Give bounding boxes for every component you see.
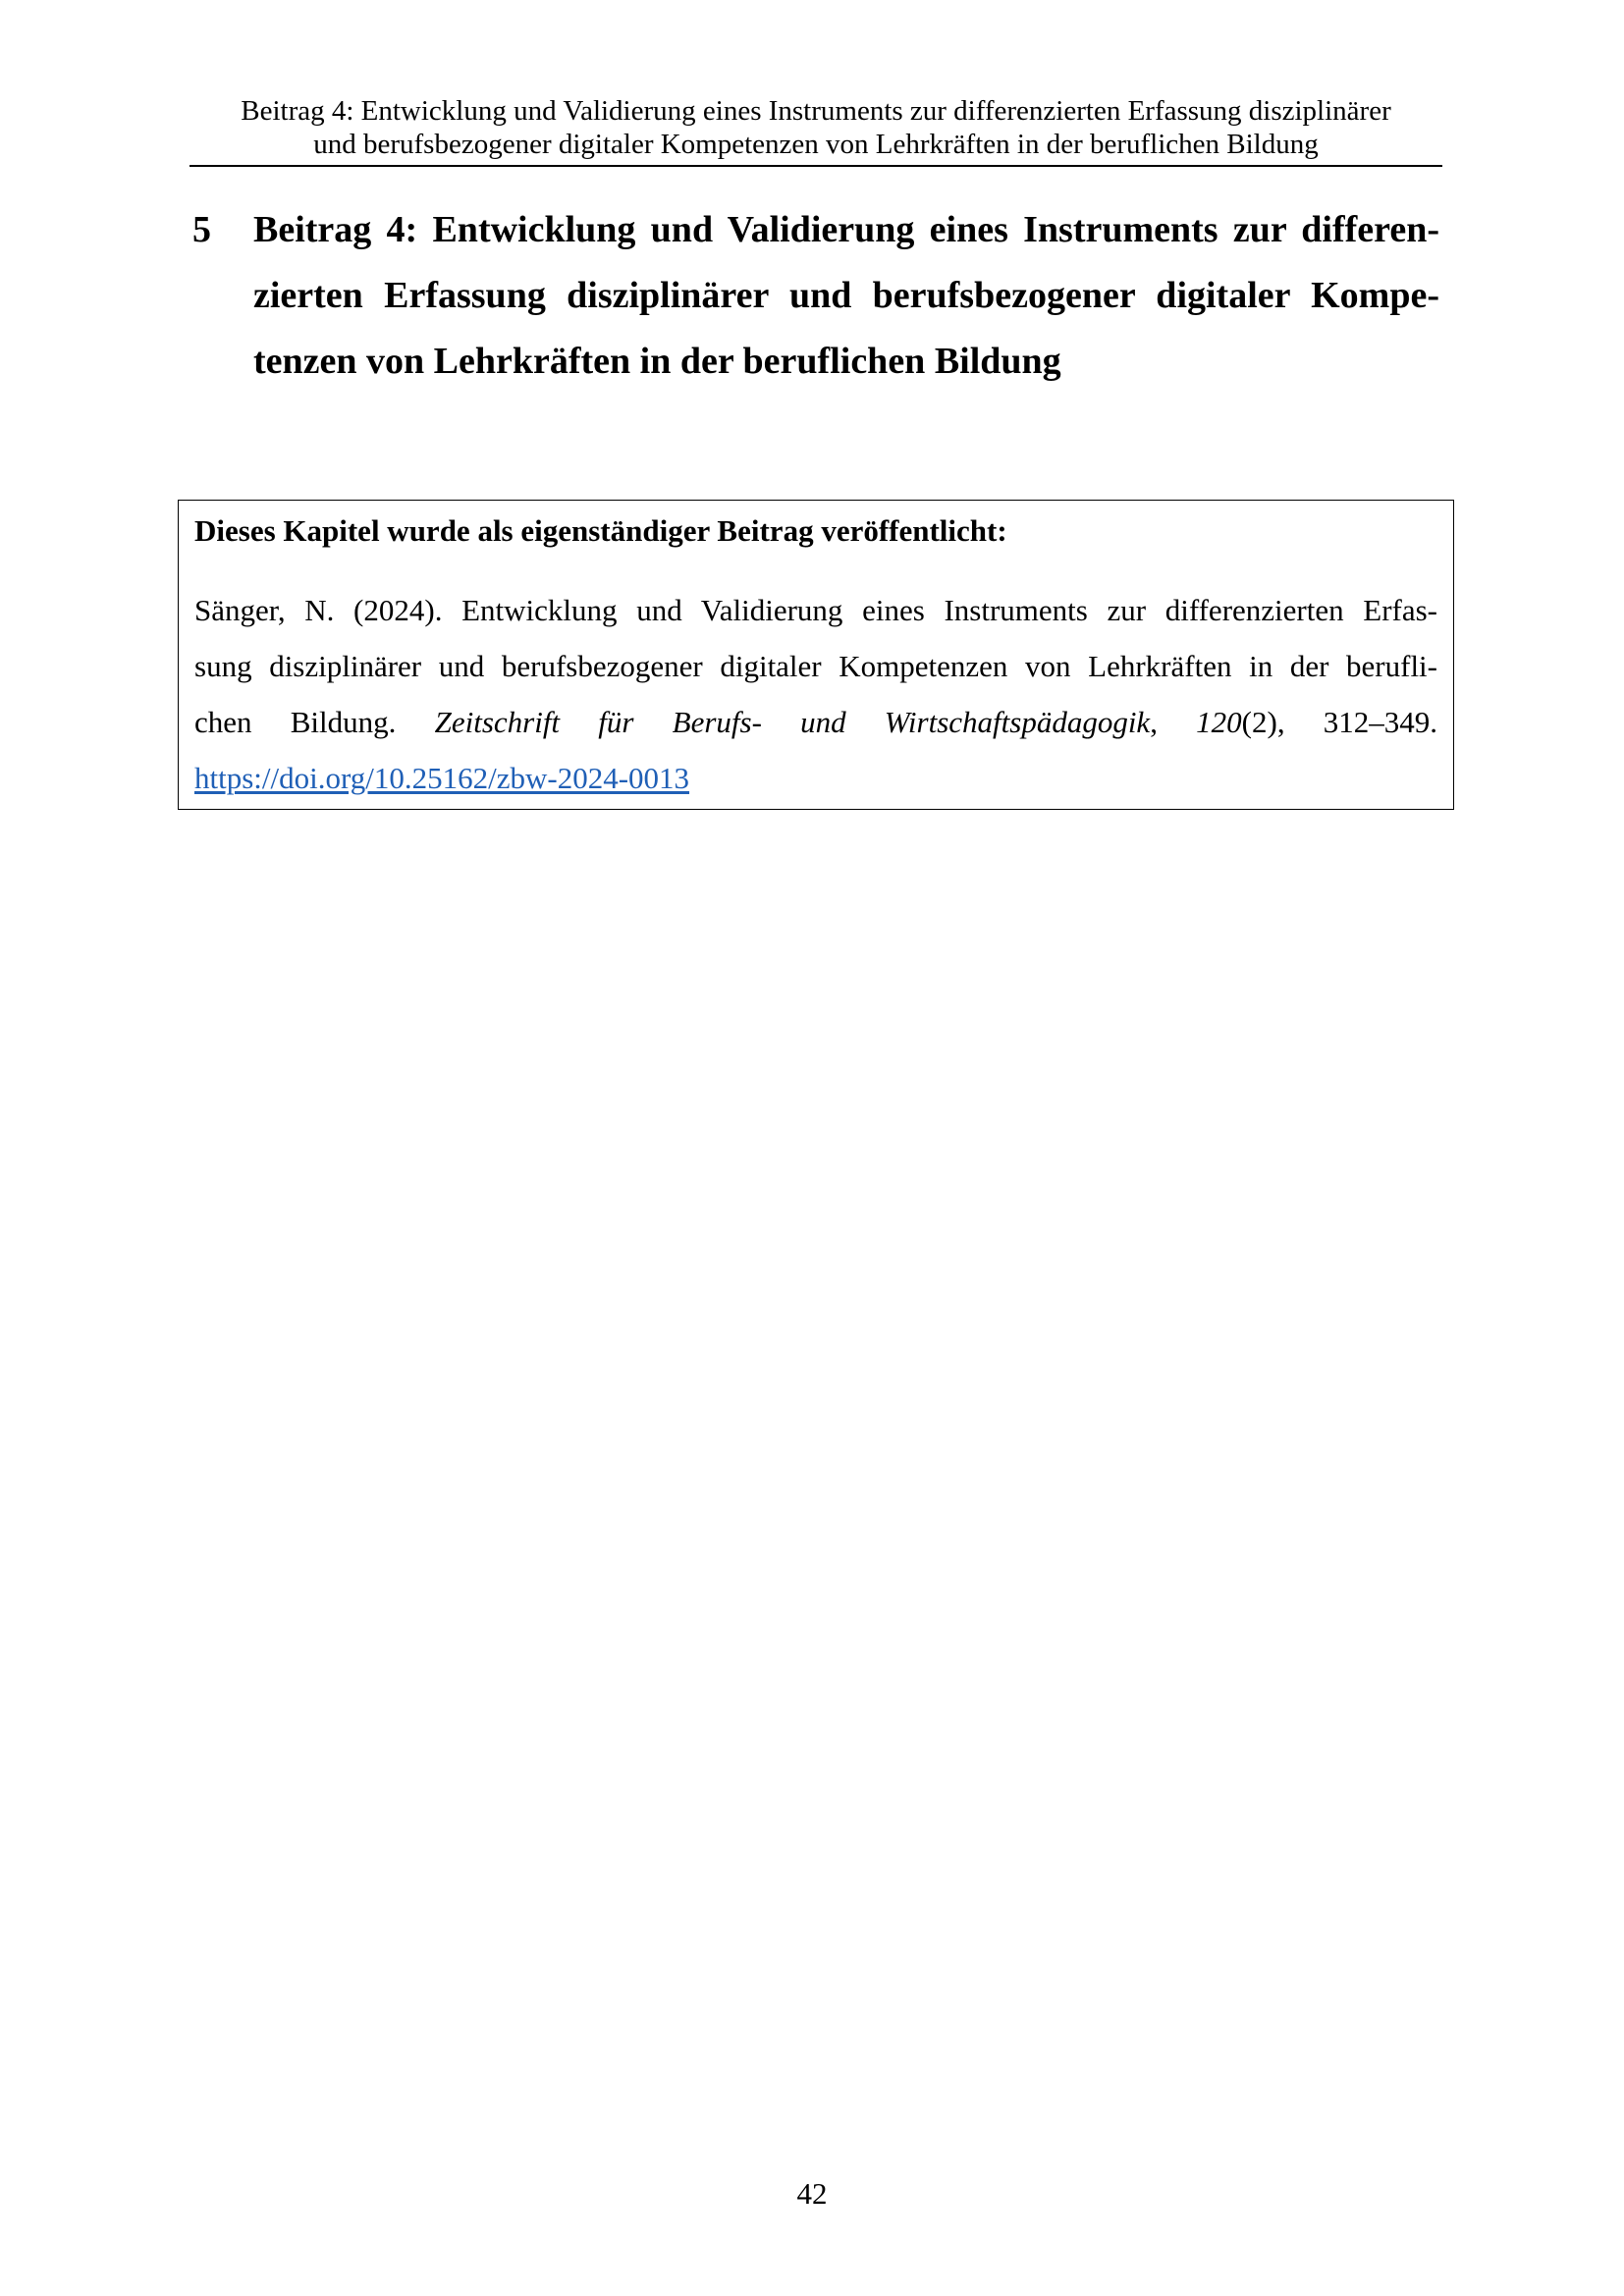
journal-issue-pages: (2), 312–349. — [1241, 705, 1438, 739]
journal-title: Zeitschrift für Berufs- und Wirtschaftspädagogik — [434, 705, 1151, 739]
chapter-title — [253, 197, 1439, 395]
publication-notice-box — [178, 500, 1454, 810]
publication-notice-title: Dieses Kapitel wurde als eigenständiger Beitrag veröffentlicht: — [194, 513, 1007, 548]
chapter-title-line-1: Beitrag 4: Entwicklung und Validierung eines Instruments zur differen- — [253, 209, 1439, 250]
citation — [194, 582, 1437, 806]
journal-volume: 120 — [1196, 705, 1242, 739]
chapter-title-line-2: zierten Erfassung disziplinärer und berufsbezogener digitaler Kompe- — [253, 275, 1439, 316]
chapter-title-line-3: tenzen von Lehrkräften in der beruflichen Bildung — [253, 341, 1061, 382]
citation-line-4 — [194, 750, 1437, 806]
running-header-line-2: und berufsbezogener digitaler Kompetenzen von Lehrkräften in der beruflichen Bildung — [313, 129, 1319, 160]
page-number: 42 — [796, 2176, 828, 2211]
citation-line-3 — [194, 694, 1437, 750]
citation-line-3-prefix: chen Bildung. — [194, 705, 435, 739]
running-header-line-1: Beitrag 4: Entwicklung und Validierung eines Instruments zur differenzierten Erfassung disziplinärer — [241, 95, 1391, 127]
running-header — [189, 94, 1442, 167]
citation-line-2: sung disziplinärer und berufsbezogener digitaler Kompetenzen von Lehrkräften in der berufli- — [194, 649, 1437, 683]
citation-comma: , — [1150, 705, 1197, 739]
doi-link[interactable]: https://doi.org/10.25162/zbw-2024-0013 — [194, 761, 690, 795]
chapter-heading — [192, 197, 1439, 395]
citation-line-1: Sänger, N. (2024). Entwicklung und Validierung eines Instruments zur differenzierten Erfas- — [194, 593, 1437, 627]
chapter-number: 5 — [192, 209, 211, 250]
